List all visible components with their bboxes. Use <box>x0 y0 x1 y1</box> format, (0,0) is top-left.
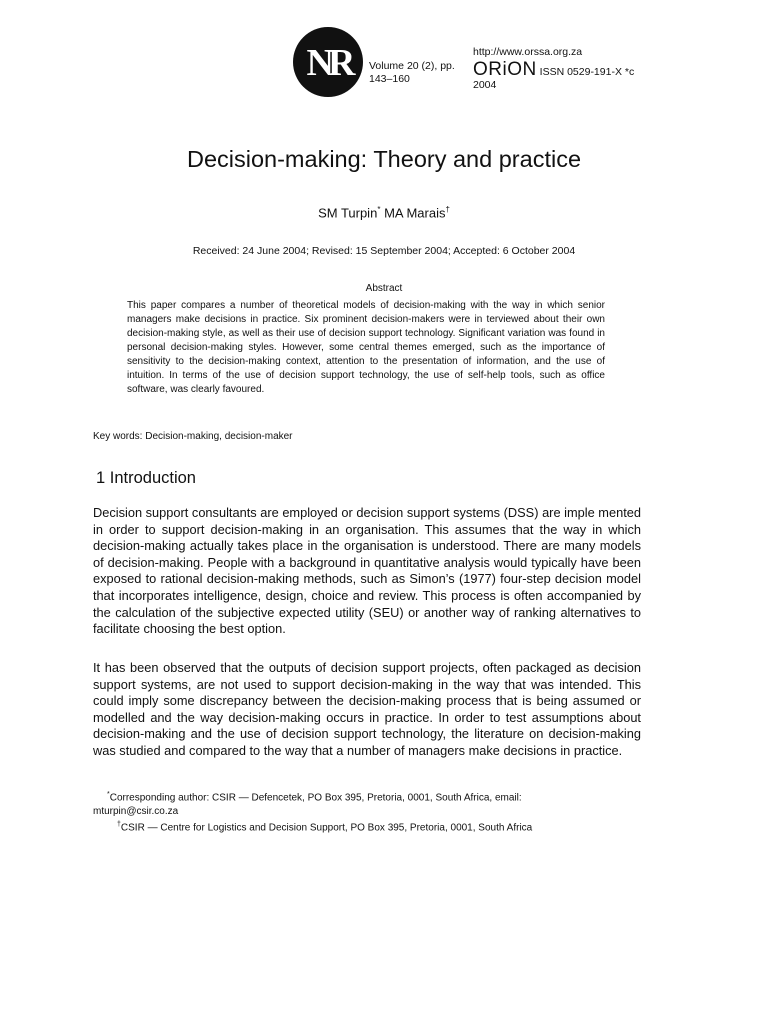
logo-letters: NR <box>306 42 350 84</box>
abstract-heading: Abstract <box>365 283 403 294</box>
journal-year: 2004 <box>473 79 497 91</box>
footnote-2-mark: † <box>117 821 121 829</box>
journal-url-link[interactable]: http://www.orssa.org.za <box>473 46 583 58</box>
paper-title: Decision-making: Theory and practice <box>186 146 582 172</box>
author-marais: MA Marais <box>384 205 446 221</box>
author-marais-mark: † <box>445 205 450 214</box>
footnote-corresponding-author <box>93 788 641 818</box>
journal-name: ORiON <box>473 59 537 80</box>
journal-info <box>473 46 643 92</box>
issn: ISSN 0529-191-X *c <box>539 66 635 78</box>
intro-paragraph-2: It has been observed that the outputs of decision support projects, often packaged as decision support systems, are not used to support decision-making in the way that was intended. This could imply some discrepancy between the decision-making process that is being assumed or modelled and the way decision-making occurs in practice. In order to test assumptions about decision-making and the use of decision support technology, the literature on decision-making was studied and compared to the way that a number of managers make decisions in practice. <box>93 660 641 758</box>
submission-dates: Received: 24 June 2004; Revised: 15 September 2004; Accepted: 6 October 2004 <box>192 245 576 257</box>
footnote-affiliation <box>93 818 641 835</box>
abstract-text: This paper compares a number of theoretical models of decision-making with the way in which senior managers make decisions in practice. Six prominent decision-makers were in terviewed about their own decision-making style, as well as their use of decision support technology. Significant variation was found in personal decision-making styles. However, some central themes emerged, such as the importance of sensitivity to the decision-making context, attention to the presentation of information, and the use of intuition. In terms of the use of decision support technology, the use of self-help tools, such as office software, was clearly favoured. <box>127 300 605 395</box>
footnotes <box>93 788 641 835</box>
section-heading-introduction: 1 Introduction <box>96 469 196 487</box>
footnote-email-link[interactable]: mturpin@csir.co.za <box>93 805 179 817</box>
author-turpin: SM Turpin <box>318 205 378 221</box>
keywords: Key words: Decision-making, decision-maker <box>93 431 293 442</box>
author-line <box>0 205 768 220</box>
journal-logo <box>292 26 364 98</box>
footnote-2-text: CSIR — Centre for Logistics and Decision Support, PO Box 395, Pretoria, 0001, South Africa <box>120 822 533 834</box>
volume-pages: 143–160 <box>369 73 410 85</box>
author-turpin-mark: * <box>377 205 381 214</box>
footnote-1-text: Corresponding author: CSIR — Defencetek, PO Box 395, Pretoria, 0001, South Africa, email: <box>109 792 522 804</box>
volume-line-1: Volume 20 (2), pp. <box>369 60 455 72</box>
volume-info <box>369 60 469 86</box>
footnote-1-mark: * <box>107 791 110 798</box>
intro-paragraph-1: Decision support consultants are employed or decision support systems (DSS) are imple mented in order to support decision-making in an organisation. This assumes that the way in which decision-making actually takes place in the organisation is understood. There are many models of decision-making. People with a background in quantitative analysis would typically have been exposed to rational decision-making methods, such as Simon’s (1977) four-step decision model that incorporates intelligence, design, choice and review. This process is often accompanied by the calculation of the subjective expected utility (SEU) or another way of ranking alternatives to facilitate choosing the best option. <box>93 505 641 637</box>
